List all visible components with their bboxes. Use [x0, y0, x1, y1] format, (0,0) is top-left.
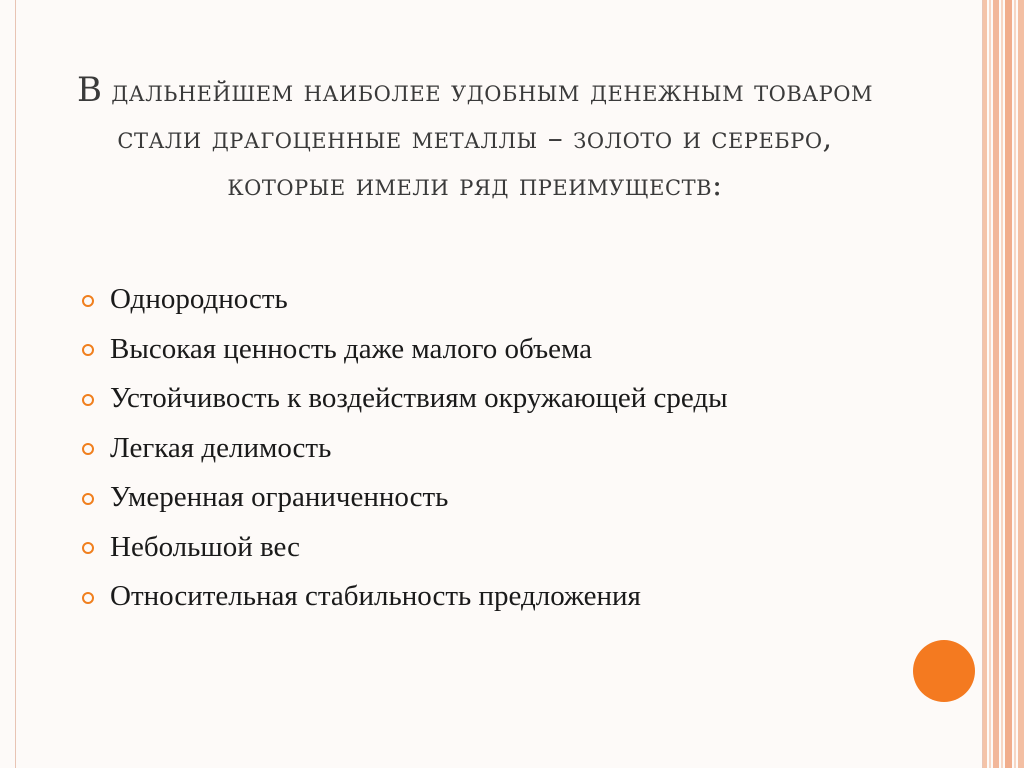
- list-item: [82, 424, 728, 474]
- circle-bullet-icon: [82, 542, 94, 554]
- list-item-text: Умеренная ограниченность: [110, 481, 449, 513]
- stripe: [1001, 0, 1003, 768]
- list-item-text: Относительная стабильность предложения: [110, 580, 641, 612]
- list-item: [82, 473, 728, 523]
- circle-bullet-icon: [82, 394, 94, 406]
- circle-bullet-icon: [82, 295, 94, 307]
- list-item-text: Однородность: [110, 283, 288, 315]
- stripe: [983, 0, 987, 768]
- slide-title: [60, 68, 890, 210]
- stripe: [989, 0, 991, 768]
- circle-bullet-icon: [82, 592, 94, 604]
- stripe: [1014, 0, 1016, 768]
- title-lead-letter: В: [76, 70, 103, 110]
- list-item: [82, 572, 728, 622]
- list-item-text: Небольшой вес: [110, 530, 300, 563]
- stripe: [1018, 0, 1024, 768]
- list-item: [82, 523, 728, 573]
- bullet-list: [82, 275, 728, 622]
- list-item-text: Устойчивость к воздействиям окружающей среды: [110, 382, 728, 414]
- circle-bullet-icon: [82, 443, 94, 455]
- stripe: [1005, 0, 1012, 768]
- circle-bullet-icon: [82, 493, 94, 505]
- list-item-text: Легкая делимость: [110, 431, 332, 464]
- list-item-text: Высокая ценность даже малого объема: [110, 332, 592, 365]
- title-text: дальнейшем наиболее удобным денежным товаром стали драгоценные металлы – золото и серебро, которые имели ряд преимуществ:: [111, 74, 874, 203]
- list-item: [82, 275, 728, 325]
- list-item: [82, 374, 728, 424]
- list-item: [82, 325, 728, 375]
- decorative-orange-circle: [913, 640, 975, 702]
- circle-bullet-icon: [82, 344, 94, 356]
- decorative-stripes: [983, 0, 1024, 768]
- stripe: [993, 0, 999, 768]
